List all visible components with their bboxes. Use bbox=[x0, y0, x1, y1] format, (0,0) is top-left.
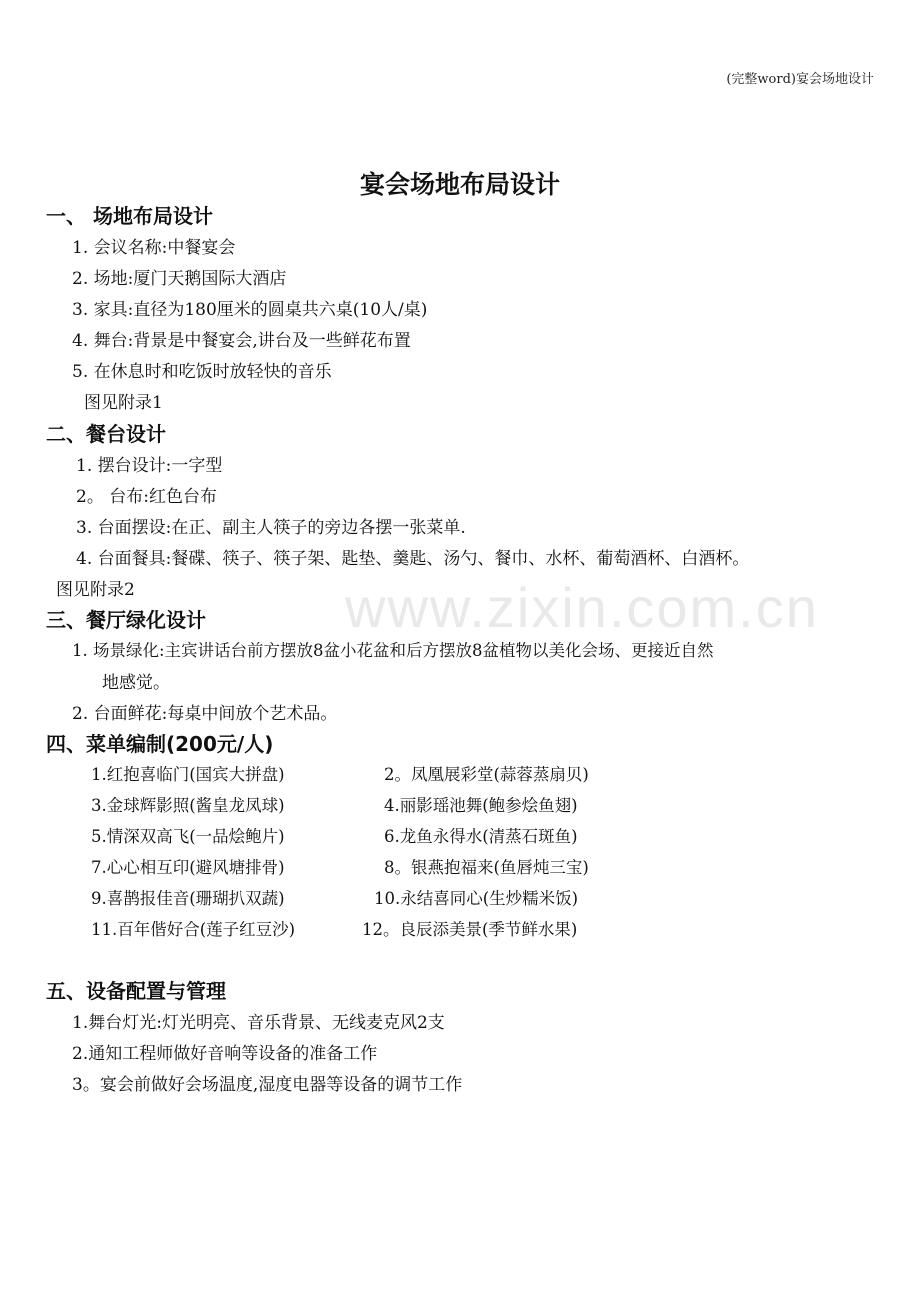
section-3-item-2: 2. 台面鲜花:每桌中间放个艺术品。 bbox=[72, 704, 338, 724]
section-3-item-1-line-2: 地感觉。 bbox=[102, 673, 170, 693]
page-header: (完整word)宴会场地设计 bbox=[726, 72, 874, 87]
section-1-note: 图见附录1 bbox=[84, 393, 163, 413]
section-3-heading: 三、餐厅绿化设计 bbox=[46, 608, 206, 632]
menu-item-7: 7.心心相互印(避风塘排骨) bbox=[91, 858, 285, 877]
section-1-item-4: 4. 舞台:背景是中餐宴会,讲台及一些鲜花布置 bbox=[72, 331, 411, 351]
document-title: 宴会场地布局设计 bbox=[359, 170, 560, 199]
section-1-item-2: 2. 场地:厦门天鹅国际大酒店 bbox=[72, 269, 287, 289]
section-2-note: 图见附录2 bbox=[56, 580, 135, 600]
section-5-heading: 五、设备配置与管理 bbox=[46, 979, 226, 1003]
section-2-heading: 二、餐台设计 bbox=[46, 422, 166, 446]
watermark: www.zixin.com.cn bbox=[345, 576, 819, 639]
menu-item-12: 12。良辰添美景(季节鲜水果) bbox=[362, 920, 578, 939]
section-5-item-1: 1.舞台灯光:灯光明亮、音乐背景、无线麦克风2支 bbox=[72, 1013, 445, 1033]
menu-item-9: 9.喜鹊报佳音(珊瑚扒双蔬) bbox=[91, 889, 285, 908]
menu-item-5: 5.情深双高飞(一品烩鲍片) bbox=[91, 827, 285, 846]
section-1-item-3: 3. 家具:直径为180厘米的圆桌共六桌(10人/桌) bbox=[72, 300, 428, 320]
section-1-item-1: 1. 会议名称:中餐宴会 bbox=[72, 238, 236, 258]
menu-item-4: 4.丽影瑶池舞(鲍参烩鱼翅) bbox=[384, 796, 578, 815]
section-2-item-3: 3. 台面摆设:在正、副主人筷子的旁边各摆一张菜单. bbox=[76, 518, 466, 538]
section-2-item-4: 4. 台面餐具:餐碟、筷子、筷子架、匙垫、羹匙、汤勺、餐巾、水杯、葡萄酒杯、白酒杯。 bbox=[76, 549, 750, 569]
menu-item-8: 8。银燕抱福来(鱼唇炖三宝) bbox=[384, 858, 589, 877]
menu-item-2: 2。凤凰展彩堂(蒜蓉蒸扇贝) bbox=[384, 765, 589, 784]
menu-item-10: 10.永结喜同心(生炒糯米饭) bbox=[374, 889, 579, 908]
section-1-item-5: 5. 在休息时和吃饭时放轻快的音乐 bbox=[72, 362, 332, 382]
section-5-item-2: 2.通知工程师做好音响等设备的准备工作 bbox=[72, 1044, 378, 1064]
section-2-item-2: 2。 台布:红色台布 bbox=[76, 487, 217, 507]
menu-item-11: 11.百年偕好合(莲子红豆沙) bbox=[91, 920, 296, 939]
section-3-item-1-line-1: 1. 场景绿化:主宾讲话台前方摆放8盆小花盆和后方摆放8盆植物以美化会场、更接近自然 bbox=[72, 641, 714, 660]
menu-item-6: 6.龙鱼永得水(清蒸石斑鱼) bbox=[384, 827, 578, 846]
section-4-heading: 四、菜单编制(200元/人) bbox=[46, 732, 274, 756]
menu-item-3: 3.金球辉影照(酱皇龙凤球) bbox=[91, 796, 285, 815]
section-2-item-1: 1. 摆台设计:一字型 bbox=[76, 456, 223, 476]
menu-item-1: 1.红抱喜临门(国宾大拼盘) bbox=[91, 765, 285, 784]
section-1-heading: 一、 场地布局设计 bbox=[46, 204, 213, 228]
section-5-item-3: 3。宴会前做好会场温度,湿度电器等设备的调节工作 bbox=[72, 1075, 463, 1095]
